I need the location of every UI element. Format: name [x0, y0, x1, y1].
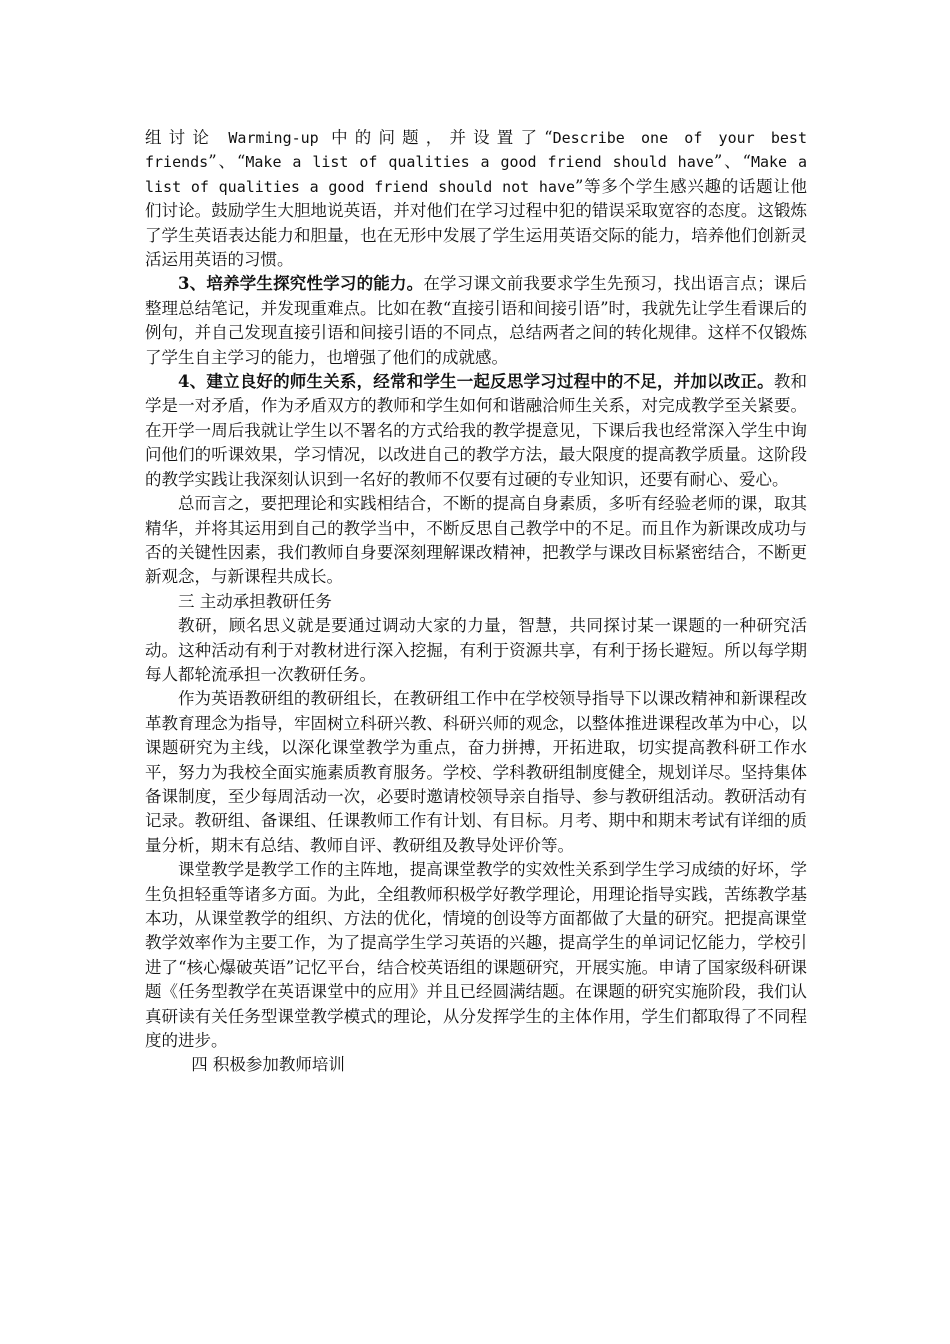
section-heading-teacher-training: 四 积极参加教师培训: [191, 1055, 345, 1075]
paragraph-summary: 总而言之，要把理论和实践相结合，不断的提高自身素质，多听有经验老师的课，取其精华，并将其运用到自己的教学当中，不断反思自己教学中的不足。而且作为新课改成功与否的关键性因素，我们教师自身要深刻理解课改精神，把教学与课改目标紧密结合，不断更新观念，与新课程共成长。: [145, 494, 807, 587]
text-segment-english: Make a list of qualities a good friend should not have: [145, 153, 808, 196]
text-segment-english: Warming-up: [228, 129, 319, 147]
text-segment: 组讨论: [145, 128, 229, 147]
text-segment: ”、“: [208, 152, 246, 172]
paragraph-classroom-teaching: 课堂教学是教学工作的主阵地，提高课堂教学的实效性关系到学生学习成绩的好坏，学生负担轻重等诸多方面。为此，全组教师积极学好教学理论，用理论指导实践，苦练教学基本功，从课堂教学的组织、方法的优化，情境的创设等方面都做了大量的研究。把提高课堂教学效率作为主要工作，为了提高学生学习英语的兴趣，提高学生的单词记忆能力，学校引进了“核心爆破英语”记忆平台，结合校英语组的课题研究，开展实施。申请了国家级科研课题《任务型教学在英语课堂中的应用》并且已经圆满结题。在课题的研究实施阶段，我们认真研读有关任务型课堂教学模式的理论，从分发挥学生的主体作用，学生们都取得了不同程度的进步。: [145, 860, 807, 1051]
section-heading-teaching-research: 三 主动承担教研任务: [178, 591, 332, 611]
paragraph-discussion-topics: [145, 126, 807, 272]
paragraph-lead-bold: 3、培养学生探究性学习的能力。: [178, 274, 424, 294]
text-segment-english: Make a list of qualities a good friend should have: [245, 153, 714, 172]
paragraph-lead-bold: 4、建立良好的师生关系，经常和学生一起反思学习过程中的不足，并加以改正。: [178, 372, 774, 392]
paragraph-teacher-student-relation: [145, 370, 807, 492]
paragraph-body: 在学习课文前我要求学生先预习，找出语言点；课后整理总结笔记，并发现重难点。比如在教“直接引语和间接引语”时，我就先让学生看课后的例句，并自己发现直接引语和间接引语的不同点，总结两者之间的转化规律。这样不仅锻炼了学生自主学习的能力，也增强了他们的成就感。: [145, 274, 807, 367]
paragraph-group-leader: 作为英语教研组的教研组长，在教研组工作中在学校领导指导下以课改精神和新课程改革教育理念为指导，牢固树立科研兴教、科研兴师的观念，以整体推进课程改革为中心，以课题研究为主线，以深化课堂教学为重点，奋力拼搏，开拓进取，切实提高教科研工作水平，努力为我校全面实施素质教育服务。学校、学科教研组制度健全，规划详尽。坚持集体备课制度，至少每周活动一次，必要时邀请校领导亲自指导、参与教研组活动。教研活动有记录。教研组、备课组、任课教师工作有计划、有目标。月考、期中和期末考试有详细的质量分析，期末有总结、教师自评、教研组及教导处评价等。: [145, 689, 807, 855]
paragraph-inquiry-learning: [145, 272, 807, 370]
text-segment: ”等多个学生感兴趣的话题让他们讨论。鼓励学生大胆地说英语，并对他们在学习过程中犯的错误采取宽容的态度。这锻炼了学生英语表达能力和胆量，也在无形中发展了学生运用英语交际的能力，培养他们创新灵活运用英语的习惯。: [145, 176, 807, 270]
text-segment: ”、“: [713, 152, 751, 172]
text-segment: 中的问题，并设置了“: [318, 128, 553, 147]
text-segment-english: Describe one of your best friends: [145, 129, 807, 172]
document-page: [145, 126, 807, 1078]
paragraph-teaching-research-intro: 教研，顾名思义就是要通过调动大家的力量，智慧，共同探讨某一课题的一种研究活动。这种活动有利于对教材进行深入挖掘，有利于资源共享，有利于扬长避短。所以每学期每人都轮流承担一次教研任务。: [145, 616, 807, 684]
paragraph-body: 教和学是一对矛盾，作为矛盾双方的教师和学生如何和谐融洽师生关系，对完成教学至关紧要。在开学一周后我就让学生以不署名的方式给我的教学提意见，下课后我也经常深入学生中询问他们的听课效果，学习情况，以改进自己的教学方法，最大限度的提高教学质量。这阶段的教学实践让我深刻认识到一名好的教师不仅要有过硬的专业知识，还要有耐心、爱心。: [145, 372, 808, 489]
